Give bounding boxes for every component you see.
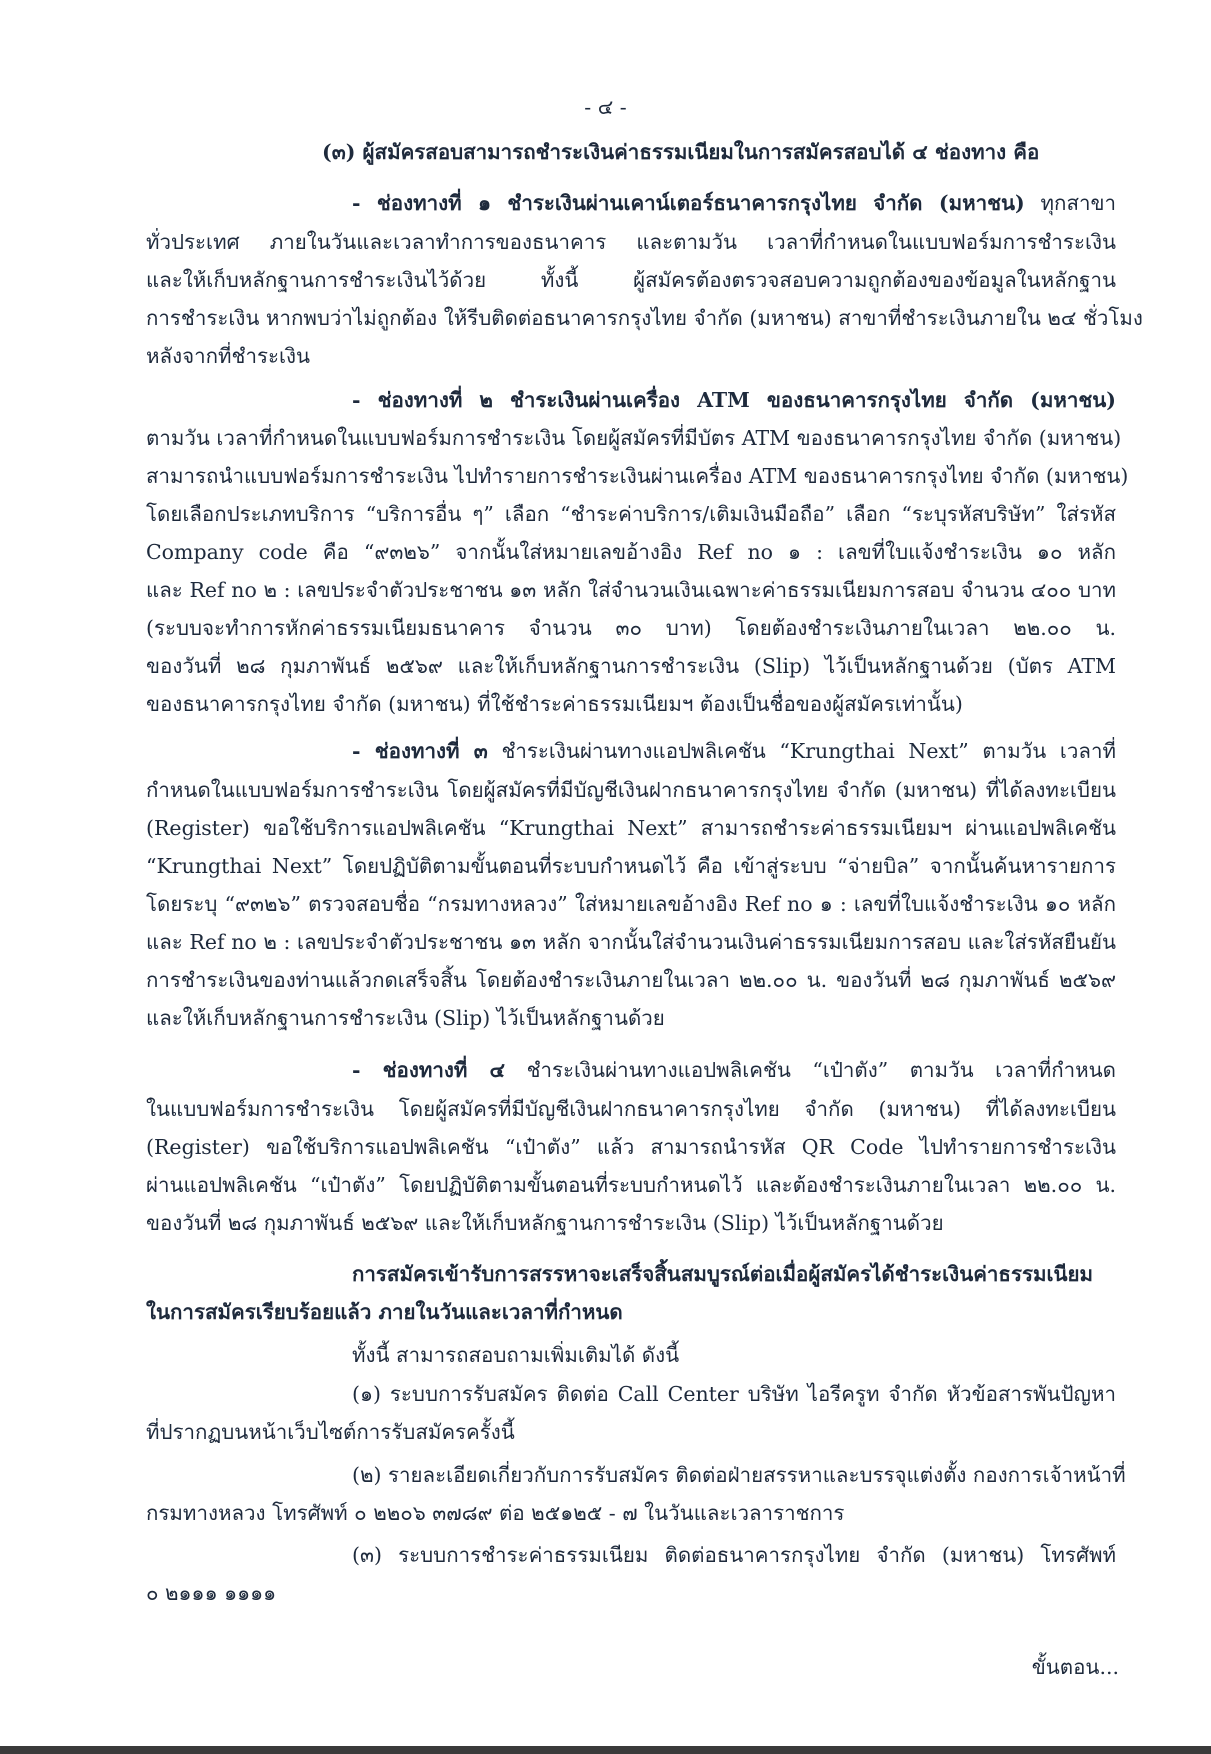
channel-2-line: ของวันที่ ๒๘ กุมภาพันธ์ ๒๕๖๙ และให้เก็บหลักฐานการชำระเงิน (Slip) ไว้เป็นหลักฐานด้วย (บัตร ATM — [146, 654, 1116, 678]
channel-1-first-line — [352, 188, 1116, 218]
channel-2-line: ตามวัน เวลาที่กำหนดในแบบฟอร์มการชำระเงิน โดยผู้สมัครที่มีบัตร ATM ของธนาคารกรุงไทย จำกัด (มหาชน) — [146, 426, 1122, 450]
contact-item: กรมทางหลวง โทรศัพท์ ๐ ๒๒๐๖ ๓๗๘๙ ต่อ ๒๕๑๒๕ - ๗ ในวันและเวลาราชการ — [146, 1501, 845, 1525]
contact-item: ๐ ๒๑๑๑ ๑๑๑๑ — [146, 1581, 277, 1605]
channel-2-line: และ Ref no ๒ : เลขประจำตัวประชาชน ๑๓ หลัก ใส่จำนวนเงินเฉพาะค่าธรรมเนียมการสอบ จำนวน ๔๐๐ บาท — [146, 578, 1116, 602]
section-heading: (๓) ผู้สมัครสอบสามารถชำระเงินค่าธรรมเนียมในการสมัครสอบได้ ๔ ช่องทาง คือ — [322, 140, 1040, 164]
channel-1-line: หลังจากที่ชำระเงิน — [146, 344, 311, 368]
channel-1-line: ทุกสาขา — [1040, 191, 1116, 215]
channel-4-line: ในแบบฟอร์มการชำระเงิน โดยผู้สมัครที่มีบัญชีเงินฝากธนาคารกรุงไทย จำกัด (มหาชน) ที่ได้ลงทะเบียน — [146, 1097, 1116, 1121]
completion-note: ในการสมัครเรียบร้อยแล้ว ภายในวันและเวลาที่กำหนด — [146, 1300, 623, 1324]
channel-1-title: - ช่องทางที่ ๑ ชำระเงินผ่านเคาน์เตอร์ธนาคารกรุงไทย จำกัด (มหาชน) — [352, 191, 1025, 215]
channel-3-line: ชำระเงินผ่านทางแอปพลิเคชัน “Krungthai Next” ตามวัน เวลาที่ — [501, 739, 1116, 763]
channel-2-line: (ระบบจะทำการหักค่าธรรมเนียมธนาคาร จำนวน ๓๐ บาท) โดยต้องชำระเงินภายในเวลา ๒๒.๐๐ น. — [146, 616, 1116, 640]
channel-2-title: - ช่องทางที่ ๒ ชำระเงินผ่านเครื่อง ATM ของธนาคารกรุงไทย จำกัด (มหาชน) — [352, 388, 1116, 412]
contact-item: ที่ปรากฏบนหน้าเว็บไซต์การรับสมัครครั้งนี้ — [146, 1420, 515, 1444]
channel-3-line: และให้เก็บหลักฐานการชำระเงิน (Slip) ไว้เป็นหลักฐานด้วย — [146, 1006, 665, 1030]
completion-note: การสมัครเข้ารับการสรรหาจะเสร็จสิ้นสมบูรณ์ต่อเมื่อผู้สมัครได้ชำระเงินค่าธรรมเนียม — [352, 1262, 1094, 1286]
channel-2-line: โดยเลือกประเภทบริการ “บริการอื่น ๆ” เลือก “ชำระค่าบริการ/เติมเงินมือถือ” เลือก “ระบุรหัสบริษัท” ใส่รหัส — [146, 502, 1116, 526]
channel-4-line: ของวันที่ ๒๘ กุมภาพันธ์ ๒๕๖๙ และให้เก็บหลักฐานการชำระเงิน (Slip) ไว้เป็นหลักฐานด้วย — [146, 1211, 944, 1235]
page-number: - ๔ - — [584, 95, 627, 119]
channel-3-line: และ Ref no ๒ : เลขประจำตัวประชาชน ๑๓ หลัก จากนั้นใส่จำนวนเงินค่าธรรมเนียมการสอบ และใส่รหัสยืนยัน — [146, 930, 1116, 954]
contact-item: (๒) รายละเอียดเกี่ยวกับการรับสมัคร ติดต่อฝ่ายสรรหาและบรรจุแต่งตั้ง กองการเจ้าหน้าที่ — [352, 1463, 1126, 1487]
channel-3-line: โดยระบุ “๙๓๒๖” ตรวจสอบชื่อ “กรมทางหลวง” ใส่หมายเลขอ้างอิง Ref no ๑ : เลขที่ใบแจ้งชำระเงิน ๑๐ หลัก — [146, 892, 1116, 916]
contact-intro: ทั้งนี้ สามารถสอบถามเพิ่มเติมได้ ดังนี้ — [352, 1343, 680, 1367]
channel-3-line: “Krungthai Next” โดยปฏิบัติตามขั้นตอนที่ระบบกำหนดไว้ คือ เข้าสู่ระบบ “จ่ายบิล” จากนั้นค้นหารายการ — [146, 854, 1116, 878]
channel-3-line: การชำระเงินของท่านแล้วกดเสร็จสิ้น โดยต้องชำระเงินภายในเวลา ๒๒.๐๐ น. ของวันที่ ๒๘ กุมภาพันธ์ ๒๕๖๙ — [146, 968, 1116, 992]
channel-1-line: และให้เก็บหลักฐานการชำระเงินไว้ด้วย ทั้งนี้ ผู้สมัครต้องตรวจสอบความถูกต้องของข้อมูลในหลักฐาน — [146, 268, 1116, 292]
channel-3-line: (Register) ขอใช้บริการแอปพลิเคชัน “Krungthai Next” สามารถชำระค่าธรรมเนียมฯ ผ่านแอปพลิเคชัน — [146, 816, 1116, 840]
channel-1-line: ทั่วประเทศ ภายในวันและเวลาทำการของธนาคาร และตามวัน เวลาที่กำหนดในแบบฟอร์มการชำระเงิน — [146, 230, 1116, 254]
channel-2-line: ของธนาคารกรุงไทย จำกัด (มหาชน) ที่ใช้ชำระค่าธรรมเนียมฯ ต้องเป็นชื่อของผู้สมัครเท่านั้น) — [146, 692, 963, 716]
channel-2-line: สามารถนำแบบฟอร์มการชำระเงิน ไปทำรายการชำระเงินผ่านเครื่อง ATM ของธนาคารกรุงไทย จำกัด (มหาชน) — [146, 464, 1129, 488]
channel-4-title: - ช่องทางที่ ๔ — [352, 1058, 506, 1082]
scan-edge — [0, 1746, 1211, 1754]
channel-2-line: Company code คือ “๙๓๒๖” จากนั้นใส่หมายเลขอ้างอิง Ref no ๑ : เลขที่ใบแจ้งชำระเงิน ๑๐ หลัก — [146, 540, 1116, 564]
channel-3-first-line — [352, 736, 1116, 766]
channel-4-line: (Register) ขอใช้บริการแอปพลิเคชัน “เป๋าตัง” แล้ว สามารถนำรหัส QR Code ไปทำรายการชำระเงิน — [146, 1135, 1116, 1159]
channel-3-title: - ช่องทางที่ ๓ — [352, 739, 488, 763]
channel-3-line: กำหนดในแบบฟอร์มการชำระเงิน โดยผู้สมัครที่มีบัญชีเงินฝากธนาคารกรุงไทย จำกัด (มหาชน) ที่ได้ลงทะเบียน — [146, 778, 1116, 802]
continuation-marker: ขั้นตอน... — [1031, 1655, 1119, 1679]
contact-item: (๓) ระบบการชำระค่าธรรมเนียม ติดต่อธนาคารกรุงไทย จำกัด (มหาชน) โทรศัพท์ — [352, 1543, 1116, 1567]
contact-item: (๑) ระบบการรับสมัคร ติดต่อ Call Center บริษัท ไอรีครูท จำกัด หัวข้อสารพันปัญหา — [352, 1382, 1116, 1406]
channel-4-first-line — [352, 1055, 1116, 1085]
channel-1-line: การชำระเงิน หากพบว่าไม่ถูกต้อง ให้รีบติดต่อธนาคารกรุงไทย จำกัด (มหาชน) สาขาที่ชำระเงินภายใน ๒๔ ชั่วโมง — [146, 306, 1143, 330]
channel-4-line: ชำระเงินผ่านทางแอปพลิเคชัน “เป๋าตัง” ตามวัน เวลาที่กำหนด — [526, 1058, 1116, 1082]
channel-4-line: ผ่านแอปพลิเคชัน “เป๋าตัง” โดยปฏิบัติตามขั้นตอนที่ระบบกำหนดไว้ และต้องชำระเงินภายในเวลา ๒๒.๐๐ น. — [146, 1173, 1116, 1197]
